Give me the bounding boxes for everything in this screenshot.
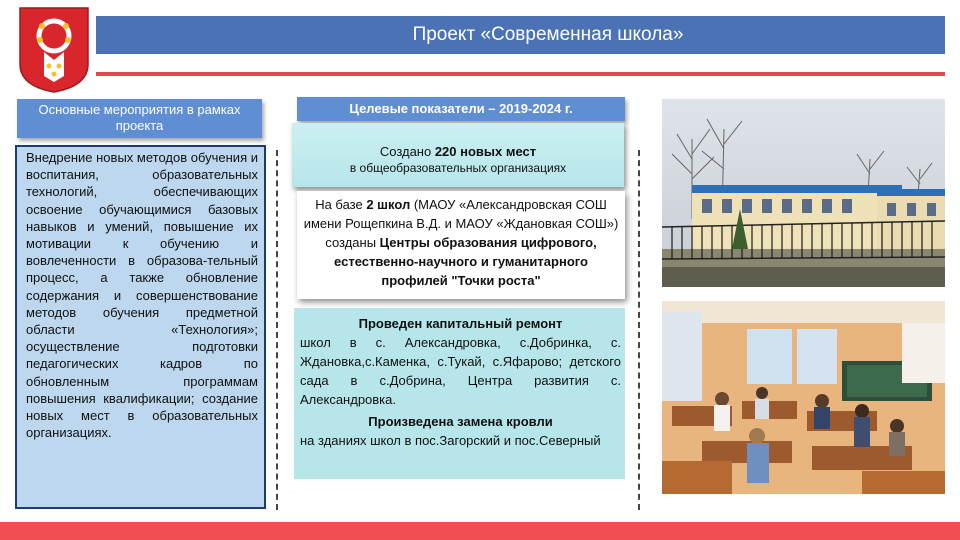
title-divider bbox=[96, 72, 945, 76]
new-places-prefix: Создано bbox=[379, 144, 435, 159]
repair-title: Проведен капитальный ремонт bbox=[358, 316, 563, 331]
roof-title: Произведена замена кровли bbox=[368, 414, 553, 429]
activities-text: Внедрение новых методов обучения и воспитания, образовательных технологий, обеспечивающих освоение обучающимися базовых навыков и умений, повышение их мотивации к обучению и вовлеченности в образова-тельный процесс, а также обновление содержания и совершенствование методов обучения предметной области «Технология»; осуществление подготовки педагогических кадров по обновленным программам повышения квалификации; создание новых мест в образовательных организациях. bbox=[26, 150, 258, 441]
classroom-teachers-photo bbox=[662, 301, 945, 494]
activities-heading-text: Основные мероприятия в рамках проекта bbox=[38, 102, 241, 133]
growth-prefix: На базе bbox=[315, 197, 367, 212]
footer-band bbox=[0, 522, 960, 540]
activities-heading bbox=[17, 99, 262, 138]
targets-heading-text: Целевые показатели – 2019-2024 г. bbox=[349, 101, 573, 116]
activities-panel bbox=[15, 145, 266, 509]
growth-schools: 2 школ bbox=[366, 197, 411, 212]
separator-left bbox=[276, 150, 278, 510]
roof-text: на зданиях школ в пос.Загорский и пос.Северный bbox=[300, 433, 601, 448]
targets-heading bbox=[297, 97, 625, 121]
growth-middle: (МАОУ «Александровская СОШ имени Рощепкина В.Д. и МАОУ «Ждановкая СОШ») созданы bbox=[303, 197, 619, 250]
repair-text: школ в с. Александровка, с.Добринка, с. Ждановка,с.Каменка, с.Тукай, с.Яфарово; детского сада в с.Добрина, Центра развития с. Александровка. bbox=[300, 335, 621, 407]
separator-right bbox=[638, 150, 640, 510]
school-building-photo bbox=[662, 99, 945, 287]
new-places-line bbox=[292, 143, 624, 160]
coat-of-arms-icon bbox=[18, 6, 90, 94]
page-title bbox=[96, 16, 945, 54]
growth-centers: Центры образования цифрового, естественно-научного и гуманитарного профилей "Точки роста" bbox=[334, 235, 597, 288]
repairs-card bbox=[294, 308, 625, 479]
new-places-subtitle: в общеобразовательных организациях bbox=[349, 161, 567, 175]
new-places-count: 220 новых мест bbox=[434, 144, 537, 159]
page-title-text: Проект «Современная школа» bbox=[412, 24, 684, 45]
growth-points-card bbox=[297, 191, 625, 299]
new-places-card bbox=[292, 123, 624, 187]
